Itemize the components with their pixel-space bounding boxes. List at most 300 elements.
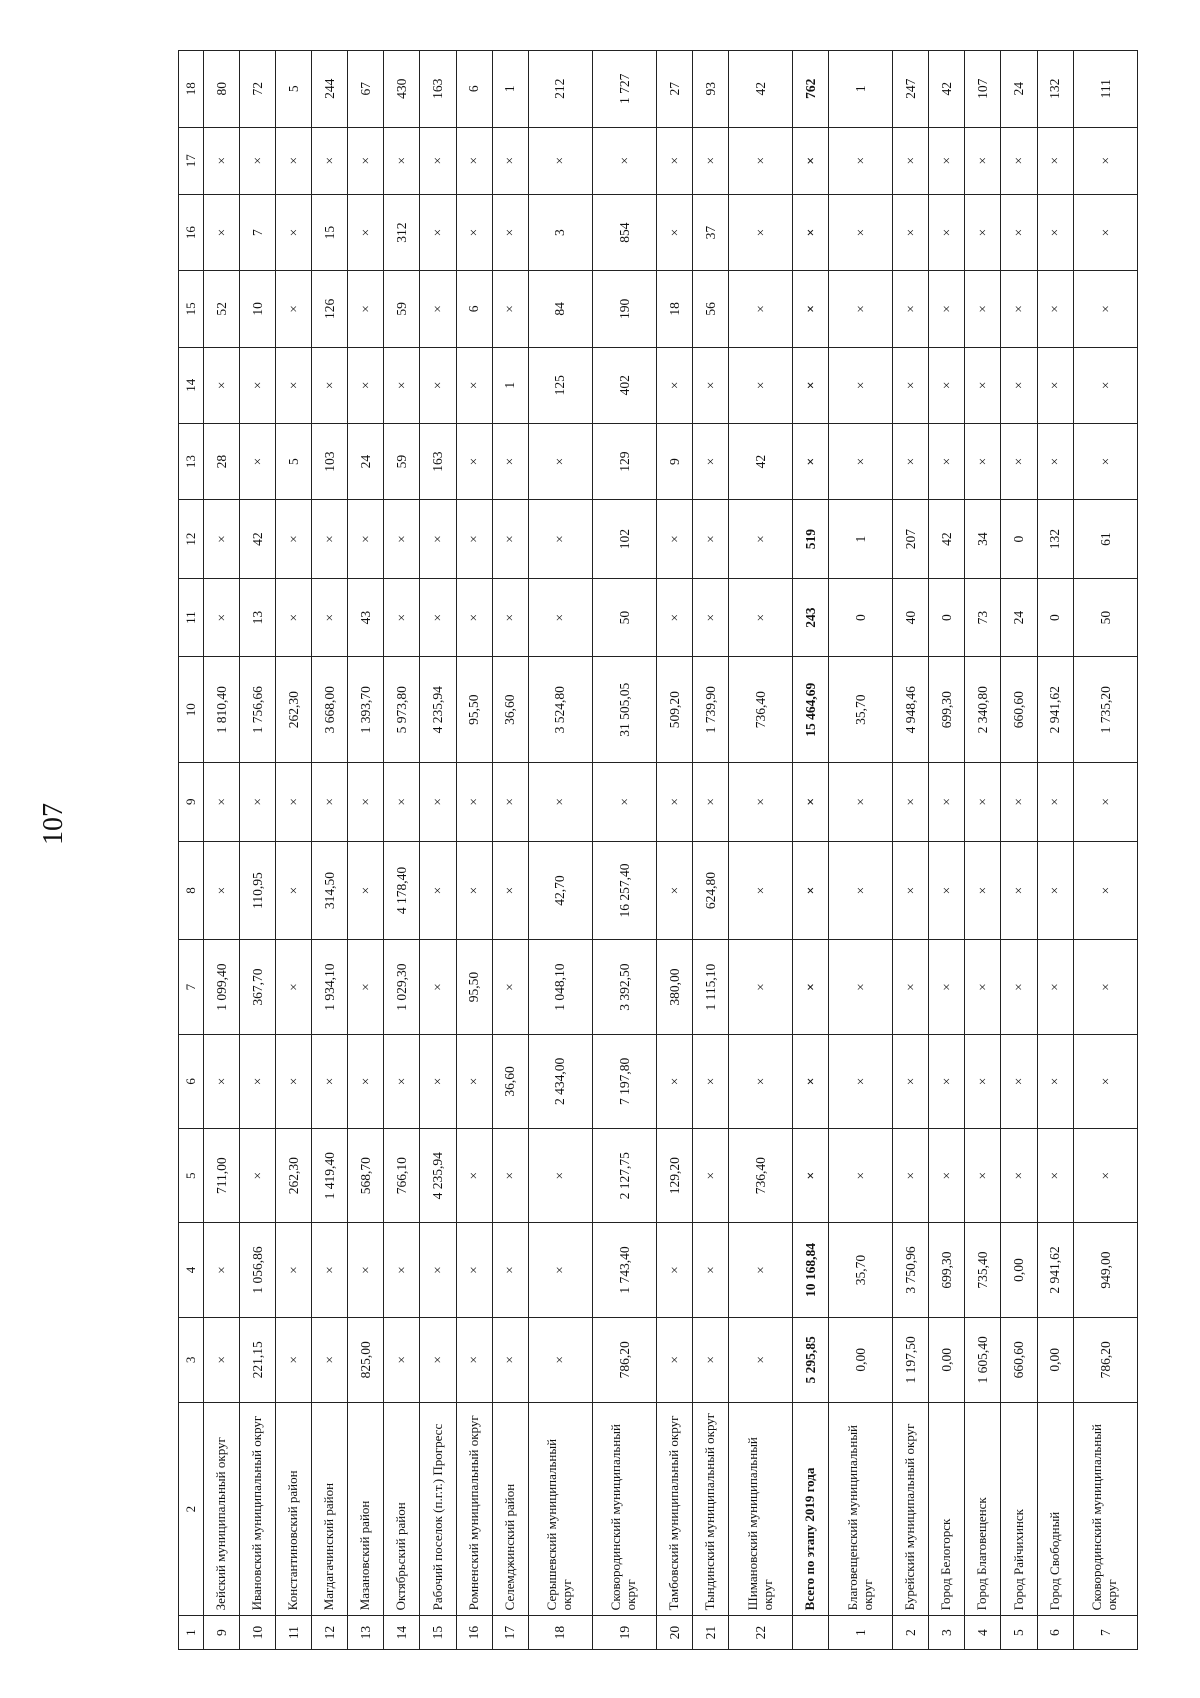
- table-cell: 111: [1073, 51, 1137, 128]
- row-number: 19: [592, 1616, 656, 1650]
- table-cell: 243: [793, 578, 829, 657]
- table-cell: ×: [965, 1034, 1001, 1128]
- table-cell: 42,70: [528, 841, 592, 940]
- table-cell: ×: [492, 127, 528, 194]
- table-cell: 132: [1037, 500, 1073, 579]
- table-cell: ×: [1073, 763, 1137, 842]
- table-cell: ×: [729, 841, 793, 940]
- table-cell: ×: [384, 1317, 420, 1402]
- table-cell: ×: [893, 1129, 929, 1223]
- table-cell: ×: [492, 940, 528, 1034]
- table-cell: ×: [692, 1317, 728, 1402]
- table-cell: ×: [1073, 841, 1137, 940]
- table-cell: 163: [420, 51, 456, 128]
- table-cell: ×: [829, 271, 893, 347]
- table-cell: 42: [240, 500, 276, 579]
- table-cell: ×: [1037, 423, 1073, 499]
- table-cell: 5: [276, 51, 312, 128]
- table-cell: 28: [204, 423, 240, 499]
- table-cell: ×: [456, 423, 492, 499]
- table-cell: ×: [528, 578, 592, 657]
- table-cell: 262,30: [276, 1129, 312, 1223]
- table-cell: ×: [692, 347, 728, 423]
- table-cell: ×: [692, 578, 728, 657]
- table-cell: ×: [456, 763, 492, 842]
- table-cell: ×: [656, 347, 692, 423]
- table-cell: ×: [592, 127, 656, 194]
- table-cell: ×: [893, 841, 929, 940]
- table-cell: ×: [492, 1317, 528, 1402]
- table-cell: ×: [312, 1317, 348, 1402]
- table-cell: ×: [456, 1129, 492, 1223]
- table-cell: ×: [204, 1034, 240, 1128]
- table-cell: 7: [240, 194, 276, 270]
- table-cell: ×: [492, 271, 528, 347]
- table-cell: 73: [965, 578, 1001, 657]
- table-cell: ×: [276, 271, 312, 347]
- municipality-name: Всего по этапу 2019 года: [793, 1402, 829, 1615]
- table-row: [276, 51, 312, 1650]
- table-cell: ×: [312, 500, 348, 579]
- table-cell: ×: [312, 763, 348, 842]
- column-header: 3: [179, 1317, 204, 1402]
- municipality-name: Сковородинский муниципальный округ: [592, 1402, 656, 1615]
- table-cell: 3 668,00: [312, 657, 348, 763]
- table-cell: ×: [829, 763, 893, 842]
- table-cell: ×: [276, 940, 312, 1034]
- table-cell: ×: [929, 127, 965, 194]
- table-cell: ×: [492, 423, 528, 499]
- table-cell: ×: [420, 841, 456, 940]
- table-cell: ×: [829, 1129, 893, 1223]
- table-cell: ×: [1037, 271, 1073, 347]
- table-cell: ×: [528, 1317, 592, 1402]
- table-cell: 36,60: [492, 657, 528, 763]
- table-cell: ×: [929, 271, 965, 347]
- table-cell: 0,00: [1001, 1223, 1037, 1317]
- table-cell: ×: [384, 763, 420, 842]
- table-row: [1001, 51, 1037, 1650]
- table-cell: 0,00: [829, 1317, 893, 1402]
- table-cell: ×: [1001, 271, 1037, 347]
- table-cell: ×: [729, 763, 793, 842]
- table-cell: 660,60: [1001, 1317, 1037, 1402]
- table-cell: ×: [528, 127, 592, 194]
- table-row: [240, 51, 276, 1650]
- table-cell: ×: [893, 271, 929, 347]
- table-cell: ×: [312, 127, 348, 194]
- table-cell: ×: [456, 347, 492, 423]
- table-cell: 4 235,94: [420, 657, 456, 763]
- table-cell: 50: [1073, 578, 1137, 657]
- table-cell: ×: [793, 1034, 829, 1128]
- table-cell: 95,50: [456, 657, 492, 763]
- table-cell: 367,70: [240, 940, 276, 1034]
- table-cell: ×: [656, 127, 692, 194]
- table-cell: ×: [829, 194, 893, 270]
- table-cell: ×: [528, 763, 592, 842]
- column-header: 2: [179, 1402, 204, 1615]
- table-cell: 1: [829, 51, 893, 128]
- table-cell: ×: [692, 1129, 728, 1223]
- table-cell: 854: [592, 194, 656, 270]
- table-cell: 3 750,96: [893, 1223, 929, 1317]
- municipality-name: Селемджинский район: [492, 1402, 528, 1615]
- table-cell: ×: [1073, 423, 1137, 499]
- row-number: 22: [729, 1616, 793, 1650]
- table-cell: ×: [1001, 347, 1037, 423]
- table-cell: ×: [893, 423, 929, 499]
- table-cell: 762: [793, 51, 829, 128]
- table-cell: 4 948,46: [893, 657, 929, 763]
- table-cell: 59: [384, 271, 420, 347]
- table-cell: ×: [793, 1129, 829, 1223]
- table-cell: ×: [692, 423, 728, 499]
- table-cell: ×: [204, 347, 240, 423]
- table-cell: 312: [384, 194, 420, 270]
- table-cell: ×: [692, 127, 728, 194]
- table-cell: 0,00: [929, 1317, 965, 1402]
- table-cell: ×: [729, 940, 793, 1034]
- table-cell: ×: [1001, 1034, 1037, 1128]
- table-cell: 6: [456, 51, 492, 128]
- row-number: 10: [240, 1616, 276, 1650]
- table-cell: ×: [420, 127, 456, 194]
- table-cell: ×: [276, 347, 312, 423]
- table-cell: ×: [276, 1034, 312, 1128]
- table-cell: ×: [492, 578, 528, 657]
- table-cell: ×: [276, 1317, 312, 1402]
- table-cell: 430: [384, 51, 420, 128]
- table-cell: ×: [348, 194, 384, 270]
- row-number: 4: [965, 1616, 1001, 1650]
- table-cell: 1 048,10: [528, 940, 592, 1034]
- table-cell: ×: [656, 1034, 692, 1128]
- column-header: 10: [179, 657, 204, 763]
- table-cell: 9: [656, 423, 692, 499]
- table-cell: ×: [1073, 347, 1137, 423]
- table-cell: ×: [276, 578, 312, 657]
- table-cell: 212: [528, 51, 592, 128]
- table-cell: ×: [1001, 194, 1037, 270]
- table-cell: ×: [348, 1034, 384, 1128]
- table-cell: 1 115,10: [692, 940, 728, 1034]
- table-cell: ×: [312, 1034, 348, 1128]
- table-cell: 107: [965, 51, 1001, 128]
- table-cell: 1 727: [592, 51, 656, 128]
- column-header: 12: [179, 500, 204, 579]
- table-cell: ×: [384, 347, 420, 423]
- table-cell: ×: [793, 841, 829, 940]
- table-cell: ×: [204, 194, 240, 270]
- column-header: 18: [179, 51, 204, 128]
- table-cell: ×: [276, 127, 312, 194]
- table-cell: 18: [656, 271, 692, 347]
- column-header: 1: [179, 1616, 204, 1650]
- table-cell: 699,30: [929, 1223, 965, 1317]
- table-cell: ×: [829, 841, 893, 940]
- table-cell: ×: [592, 763, 656, 842]
- table-cell: ×: [965, 423, 1001, 499]
- table-cell: 56: [692, 271, 728, 347]
- row-number: [793, 1616, 829, 1650]
- table-cell: ×: [729, 1317, 793, 1402]
- table-cell: ×: [656, 763, 692, 842]
- table-cell: 786,20: [1073, 1317, 1137, 1402]
- municipality-name: Серышевский муниципальный округ: [528, 1402, 592, 1615]
- row-number: 9: [204, 1616, 240, 1650]
- table-cell: ×: [1073, 194, 1137, 270]
- table-cell: 786,20: [592, 1317, 656, 1402]
- table-row: [204, 51, 240, 1650]
- row-number: 20: [656, 1616, 692, 1650]
- table-cell: ×: [829, 940, 893, 1034]
- table-cell: ×: [929, 763, 965, 842]
- table-cell: 519: [793, 500, 829, 579]
- table-cell: ×: [456, 1317, 492, 1402]
- table-cell: ×: [893, 127, 929, 194]
- table-cell: 10 168,84: [793, 1223, 829, 1317]
- table-cell: ×: [1037, 347, 1073, 423]
- table-cell: 1 197,50: [893, 1317, 929, 1402]
- table-cell: 1: [829, 500, 893, 579]
- municipality-name: Тындинский муниципальный округ: [692, 1402, 728, 1615]
- table-cell: ×: [420, 194, 456, 270]
- column-header: 14: [179, 347, 204, 423]
- table-cell: ×: [420, 1223, 456, 1317]
- table-row: [692, 51, 728, 1650]
- table-cell: ×: [1037, 194, 1073, 270]
- table-cell: ×: [829, 347, 893, 423]
- table-cell: 2 340,80: [965, 657, 1001, 763]
- table-cell: ×: [240, 423, 276, 499]
- table-cell: ×: [793, 194, 829, 270]
- table-cell: ×: [348, 271, 384, 347]
- table-cell: ×: [240, 1034, 276, 1128]
- table-row: [1037, 51, 1073, 1650]
- table-cell: 103: [312, 423, 348, 499]
- table-cell: ×: [204, 500, 240, 579]
- table-cell: 15 464,69: [793, 657, 829, 763]
- column-header: 5: [179, 1129, 204, 1223]
- table-cell: ×: [656, 578, 692, 657]
- row-number: 12: [312, 1616, 348, 1650]
- table-cell: 24: [1001, 578, 1037, 657]
- table-cell: ×: [420, 578, 456, 657]
- table-cell: ×: [793, 423, 829, 499]
- table-cell: 13: [240, 578, 276, 657]
- table-row: [729, 51, 793, 1650]
- table-cell: ×: [1037, 763, 1073, 842]
- municipality-name: Рабочий поселок (п.г.т.) Прогресс: [420, 1402, 456, 1615]
- table-cell: 4 178,40: [384, 841, 420, 940]
- table-cell: ×: [965, 194, 1001, 270]
- table-cell: ×: [1001, 127, 1037, 194]
- table-cell: 35,70: [829, 657, 893, 763]
- municipality-name: Тамбовский муниципальный округ: [656, 1402, 692, 1615]
- municipality-name: Магдагачинский район: [312, 1402, 348, 1615]
- table-cell: ×: [204, 841, 240, 940]
- table-cell: 52: [204, 271, 240, 347]
- row-number: 15: [420, 1616, 456, 1650]
- table-cell: 2 434,00: [528, 1034, 592, 1128]
- table-cell: ×: [204, 127, 240, 194]
- table-cell: 1 934,10: [312, 940, 348, 1034]
- table-cell: 1 029,30: [384, 940, 420, 1034]
- table-cell: ×: [929, 347, 965, 423]
- table-cell: 0: [1037, 578, 1073, 657]
- table-cell: 132: [1037, 51, 1073, 128]
- table-cell: ×: [793, 940, 829, 1034]
- row-number: 6: [1037, 1616, 1073, 1650]
- table-row: [456, 51, 492, 1650]
- table-cell: ×: [456, 841, 492, 940]
- table-cell: 95,50: [456, 940, 492, 1034]
- table-cell: 402: [592, 347, 656, 423]
- table-cell: 34: [965, 500, 1001, 579]
- municipality-name: Октябрьский район: [384, 1402, 420, 1615]
- total-row: [793, 51, 829, 1650]
- table-cell: 207: [893, 500, 929, 579]
- row-number: 11: [276, 1616, 312, 1650]
- table-cell: 37: [692, 194, 728, 270]
- table-cell: ×: [384, 578, 420, 657]
- table-cell: 1 735,20: [1073, 657, 1137, 763]
- table-cell: ×: [829, 423, 893, 499]
- table-cell: 50: [592, 578, 656, 657]
- table-cell: ×: [420, 763, 456, 842]
- table-row: [384, 51, 420, 1650]
- table-row: [348, 51, 384, 1650]
- column-header: 16: [179, 194, 204, 270]
- table-cell: 6: [456, 271, 492, 347]
- column-header: 7: [179, 940, 204, 1034]
- table-cell: ×: [965, 1129, 1001, 1223]
- table-cell: 42: [929, 51, 965, 128]
- table-cell: 80: [204, 51, 240, 128]
- table-cell: ×: [348, 841, 384, 940]
- table-cell: ×: [420, 940, 456, 1034]
- column-header: 13: [179, 423, 204, 499]
- table-cell: 67: [348, 51, 384, 128]
- table-container: [178, 50, 1138, 1650]
- table-cell: 72: [240, 51, 276, 128]
- table-cell: ×: [1073, 271, 1137, 347]
- row-number: 13: [348, 1616, 384, 1650]
- table-cell: 7 197,80: [592, 1034, 656, 1128]
- table-cell: ×: [348, 347, 384, 423]
- table-cell: ×: [729, 347, 793, 423]
- table-cell: ×: [384, 127, 420, 194]
- table-cell: ×: [348, 1223, 384, 1317]
- column-header: 17: [179, 127, 204, 194]
- row-number: 1: [829, 1616, 893, 1650]
- table-cell: ×: [656, 1317, 692, 1402]
- table-cell: 1: [492, 51, 528, 128]
- table-cell: ×: [965, 841, 1001, 940]
- table-row: [312, 51, 348, 1650]
- table-cell: ×: [204, 1317, 240, 1402]
- table-cell: 568,70: [348, 1129, 384, 1223]
- table-cell: ×: [204, 578, 240, 657]
- table-cell: ×: [1037, 1129, 1073, 1223]
- table-cell: 10: [240, 271, 276, 347]
- row-number: 7: [1073, 1616, 1137, 1650]
- table-cell: ×: [793, 127, 829, 194]
- table-header-row: [179, 51, 204, 1650]
- municipality-name: Бурейский муниципальный округ: [893, 1402, 929, 1615]
- table-cell: 5: [276, 423, 312, 499]
- row-number: 14: [384, 1616, 420, 1650]
- table-cell: 42: [929, 500, 965, 579]
- table-cell: ×: [692, 1223, 728, 1317]
- table-cell: ×: [276, 194, 312, 270]
- table-cell: 163: [420, 423, 456, 499]
- table-cell: 0: [829, 578, 893, 657]
- table-cell: 102: [592, 500, 656, 579]
- table-cell: 244: [312, 51, 348, 128]
- municipality-name: Город Райчихинск: [1001, 1402, 1037, 1615]
- table-cell: 0: [1001, 500, 1037, 579]
- table-cell: 1 056,86: [240, 1223, 276, 1317]
- table-cell: ×: [965, 347, 1001, 423]
- table-cell: 110,95: [240, 841, 276, 940]
- table-cell: ×: [492, 763, 528, 842]
- column-header: 11: [179, 578, 204, 657]
- municipality-name: Мазановский район: [348, 1402, 384, 1615]
- table-cell: ×: [1037, 940, 1073, 1034]
- table-row: [592, 51, 656, 1650]
- table-cell: 736,40: [729, 657, 793, 763]
- table-cell: 129: [592, 423, 656, 499]
- table-cell: 3 392,50: [592, 940, 656, 1034]
- table-row: [420, 51, 456, 1650]
- data-table: [178, 50, 1138, 1650]
- table-cell: 2 127,75: [592, 1129, 656, 1223]
- table-cell: 35,70: [829, 1223, 893, 1317]
- table-cell: ×: [456, 1223, 492, 1317]
- municipality-name: Город Белогорск: [929, 1402, 965, 1615]
- table-cell: 3: [528, 194, 592, 270]
- table-cell: ×: [384, 500, 420, 579]
- table-cell: ×: [793, 763, 829, 842]
- table-cell: ×: [528, 500, 592, 579]
- table-cell: ×: [829, 1034, 893, 1128]
- table-cell: ×: [929, 940, 965, 1034]
- table-cell: ×: [692, 763, 728, 842]
- table-cell: ×: [929, 1034, 965, 1128]
- table-cell: ×: [965, 763, 1001, 842]
- table-cell: 0: [929, 578, 965, 657]
- table-cell: 42: [729, 423, 793, 499]
- table-cell: ×: [1001, 763, 1037, 842]
- column-header: 8: [179, 841, 204, 940]
- table-cell: ×: [656, 194, 692, 270]
- table-cell: ×: [1073, 1129, 1137, 1223]
- table-cell: 766,10: [384, 1129, 420, 1223]
- table-cell: 825,00: [348, 1317, 384, 1402]
- table-row: [528, 51, 592, 1650]
- row-number: 16: [456, 1616, 492, 1650]
- table-cell: ×: [420, 347, 456, 423]
- table-cell: ×: [456, 500, 492, 579]
- table-cell: 735,40: [965, 1223, 1001, 1317]
- table-cell: ×: [692, 500, 728, 579]
- table-cell: 1 739,90: [692, 657, 728, 763]
- table-cell: 5 973,80: [384, 657, 420, 763]
- municipality-name: Зейский муниципальный округ: [204, 1402, 240, 1615]
- table-cell: 1 756,66: [240, 657, 276, 763]
